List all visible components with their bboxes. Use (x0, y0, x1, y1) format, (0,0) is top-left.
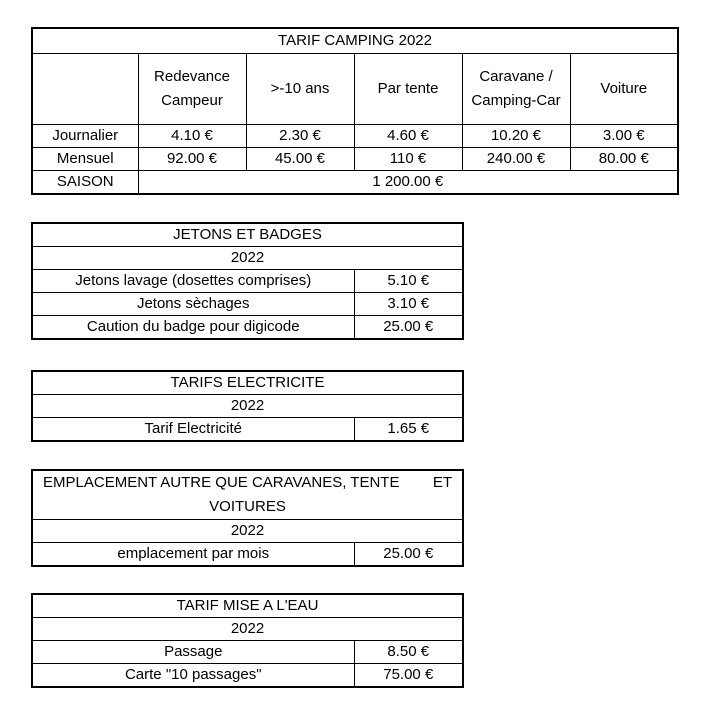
jetons-table (31, 222, 464, 340)
year-label: 2022 (32, 618, 463, 641)
section-title: TARIF MISE A L'EAU (32, 594, 463, 618)
section-title: JETONS ET BADGES (32, 223, 463, 247)
empty-header-cell (32, 54, 138, 125)
row-label: Jetons lavage (dosettes comprises) (32, 270, 354, 293)
price-cell: 92.00 € (138, 148, 246, 171)
column-header: Par tente (354, 54, 462, 125)
price-cell: 110 € (354, 148, 462, 171)
mise-eau-table (31, 593, 464, 688)
price-cell: 5.10 € (354, 270, 463, 293)
price-cell: 45.00 € (246, 148, 354, 171)
row-label: Carte "10 passages" (32, 664, 354, 688)
price-cell: 1 200.00 € (138, 171, 678, 195)
table-row (32, 171, 678, 195)
table-row (32, 418, 463, 442)
table-row (32, 148, 678, 171)
row-label: Mensuel (32, 148, 138, 171)
emplacement-table (31, 469, 464, 567)
price-cell: 1.65 € (354, 418, 463, 442)
price-cell: 75.00 € (354, 664, 463, 688)
year-label: 2022 (32, 520, 463, 543)
row-label: Journalier (32, 125, 138, 148)
price-cell: 4.10 € (138, 125, 246, 148)
table-row (32, 270, 463, 293)
table-row (32, 664, 463, 688)
section-title: TARIFS ELECTRICITE (32, 371, 463, 395)
column-header: >-10 ans (246, 54, 354, 125)
camping-tariff-table (31, 27, 679, 195)
row-label: SAISON (32, 171, 138, 195)
price-cell: 240.00 € (462, 148, 570, 171)
year-label: 2022 (32, 395, 463, 418)
price-cell: 25.00 € (354, 316, 463, 340)
row-label: Passage (32, 641, 354, 664)
table-row (32, 293, 463, 316)
price-cell: 2.30 € (246, 125, 354, 148)
electricite-table (31, 370, 464, 442)
price-cell: 80.00 € (570, 148, 678, 171)
table-row (32, 125, 678, 148)
price-cell: 25.00 € (354, 543, 463, 567)
row-label: Tarif Electricité (32, 418, 354, 442)
table-row (32, 543, 463, 567)
row-label: emplacement par mois (32, 543, 354, 567)
table-row (32, 641, 463, 664)
price-cell: 4.60 € (354, 125, 462, 148)
price-cell: 8.50 € (354, 641, 463, 664)
row-label: Jetons sèchages (32, 293, 354, 316)
section-title: EMPLACEMENT AUTRE QUE CARAVANES, TENTE ET VOITURES (32, 470, 463, 520)
table-row (32, 316, 463, 340)
column-header: Redevance Campeur (138, 54, 246, 125)
year-label: 2022 (32, 247, 463, 270)
price-cell: 3.10 € (354, 293, 463, 316)
column-header: Caravane / Camping-Car (462, 54, 570, 125)
price-cell: 3.00 € (570, 125, 678, 148)
camping-title: TARIF CAMPING 2022 (32, 28, 678, 54)
price-cell: 10.20 € (462, 125, 570, 148)
column-header: Voiture (570, 54, 678, 125)
row-label: Caution du badge pour digicode (32, 316, 354, 340)
